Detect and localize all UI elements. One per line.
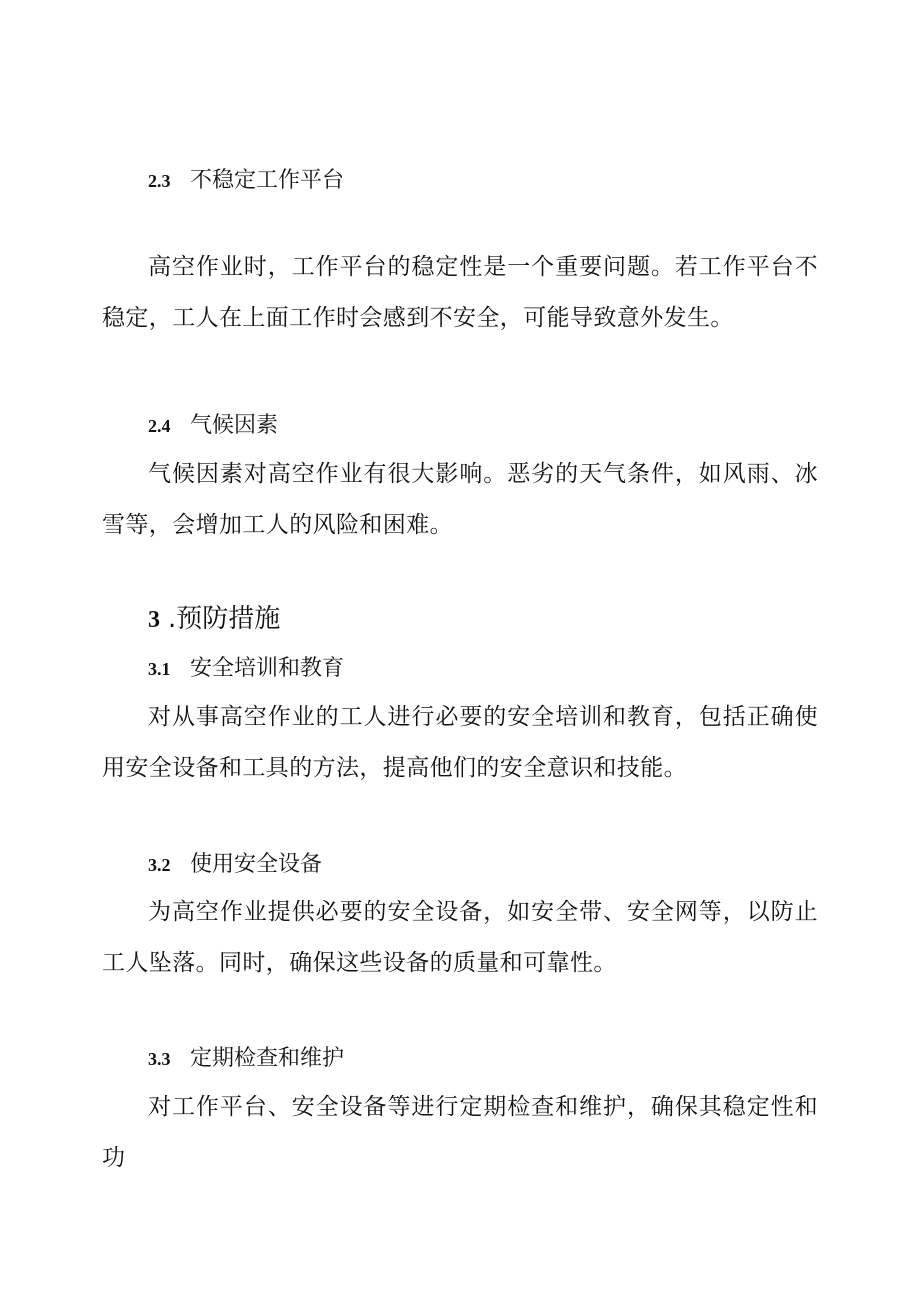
section-title: 安全培训和教育 [190,656,345,681]
section-heading-3-1 [148,654,344,684]
chapter-number: 3 [148,607,160,633]
chapter-title: .预防措施 [168,604,281,634]
section-heading-3-3 [148,1044,344,1074]
section-number: 3.1 [148,659,171,679]
section-title: 使用安全设备 [190,852,323,877]
chapter-heading-3 [148,602,280,637]
section-title: 定期检查和维护 [190,1046,345,1071]
section-number: 2.4 [148,416,171,436]
section-number: 3.3 [148,1049,171,1069]
section-title: 不稳定工作平台 [190,168,345,193]
section-heading-3-2 [148,850,322,880]
section-heading-2-3 [148,166,344,196]
section-body-3-3: 对工作平台、安全设备等进行定期检查和维护，确保其稳定性和功 [102,1094,818,1171]
section-title: 气候因素 [190,413,279,438]
section-body-3-1: 对从事高空作业的工人进行必要的安全培训和教育，包括正确使用安全设备和工具的方法，提高他们的安全意识和技能。 [102,704,818,781]
section-body-2-3: 高空作业时，工作平台的稳定性是一个重要问题。若工作平台不稳定，工人在上面工作时会感到不安全，可能导致意外发生。 [102,254,818,331]
section-heading-2-4 [148,411,278,441]
section-body-2-4: 气候因素对高空作业有很大影响。恶劣的天气条件，如风雨、冰雪等，会增加工人的风险和困难。 [102,461,818,538]
section-body-3-2: 为高空作业提供必要的安全设备，如安全带、安全网等，以防止工人坠落。同时，确保这些设备的质量和可靠性。 [102,899,818,976]
section-number: 2.3 [148,171,171,191]
section-number: 3.2 [148,855,171,875]
